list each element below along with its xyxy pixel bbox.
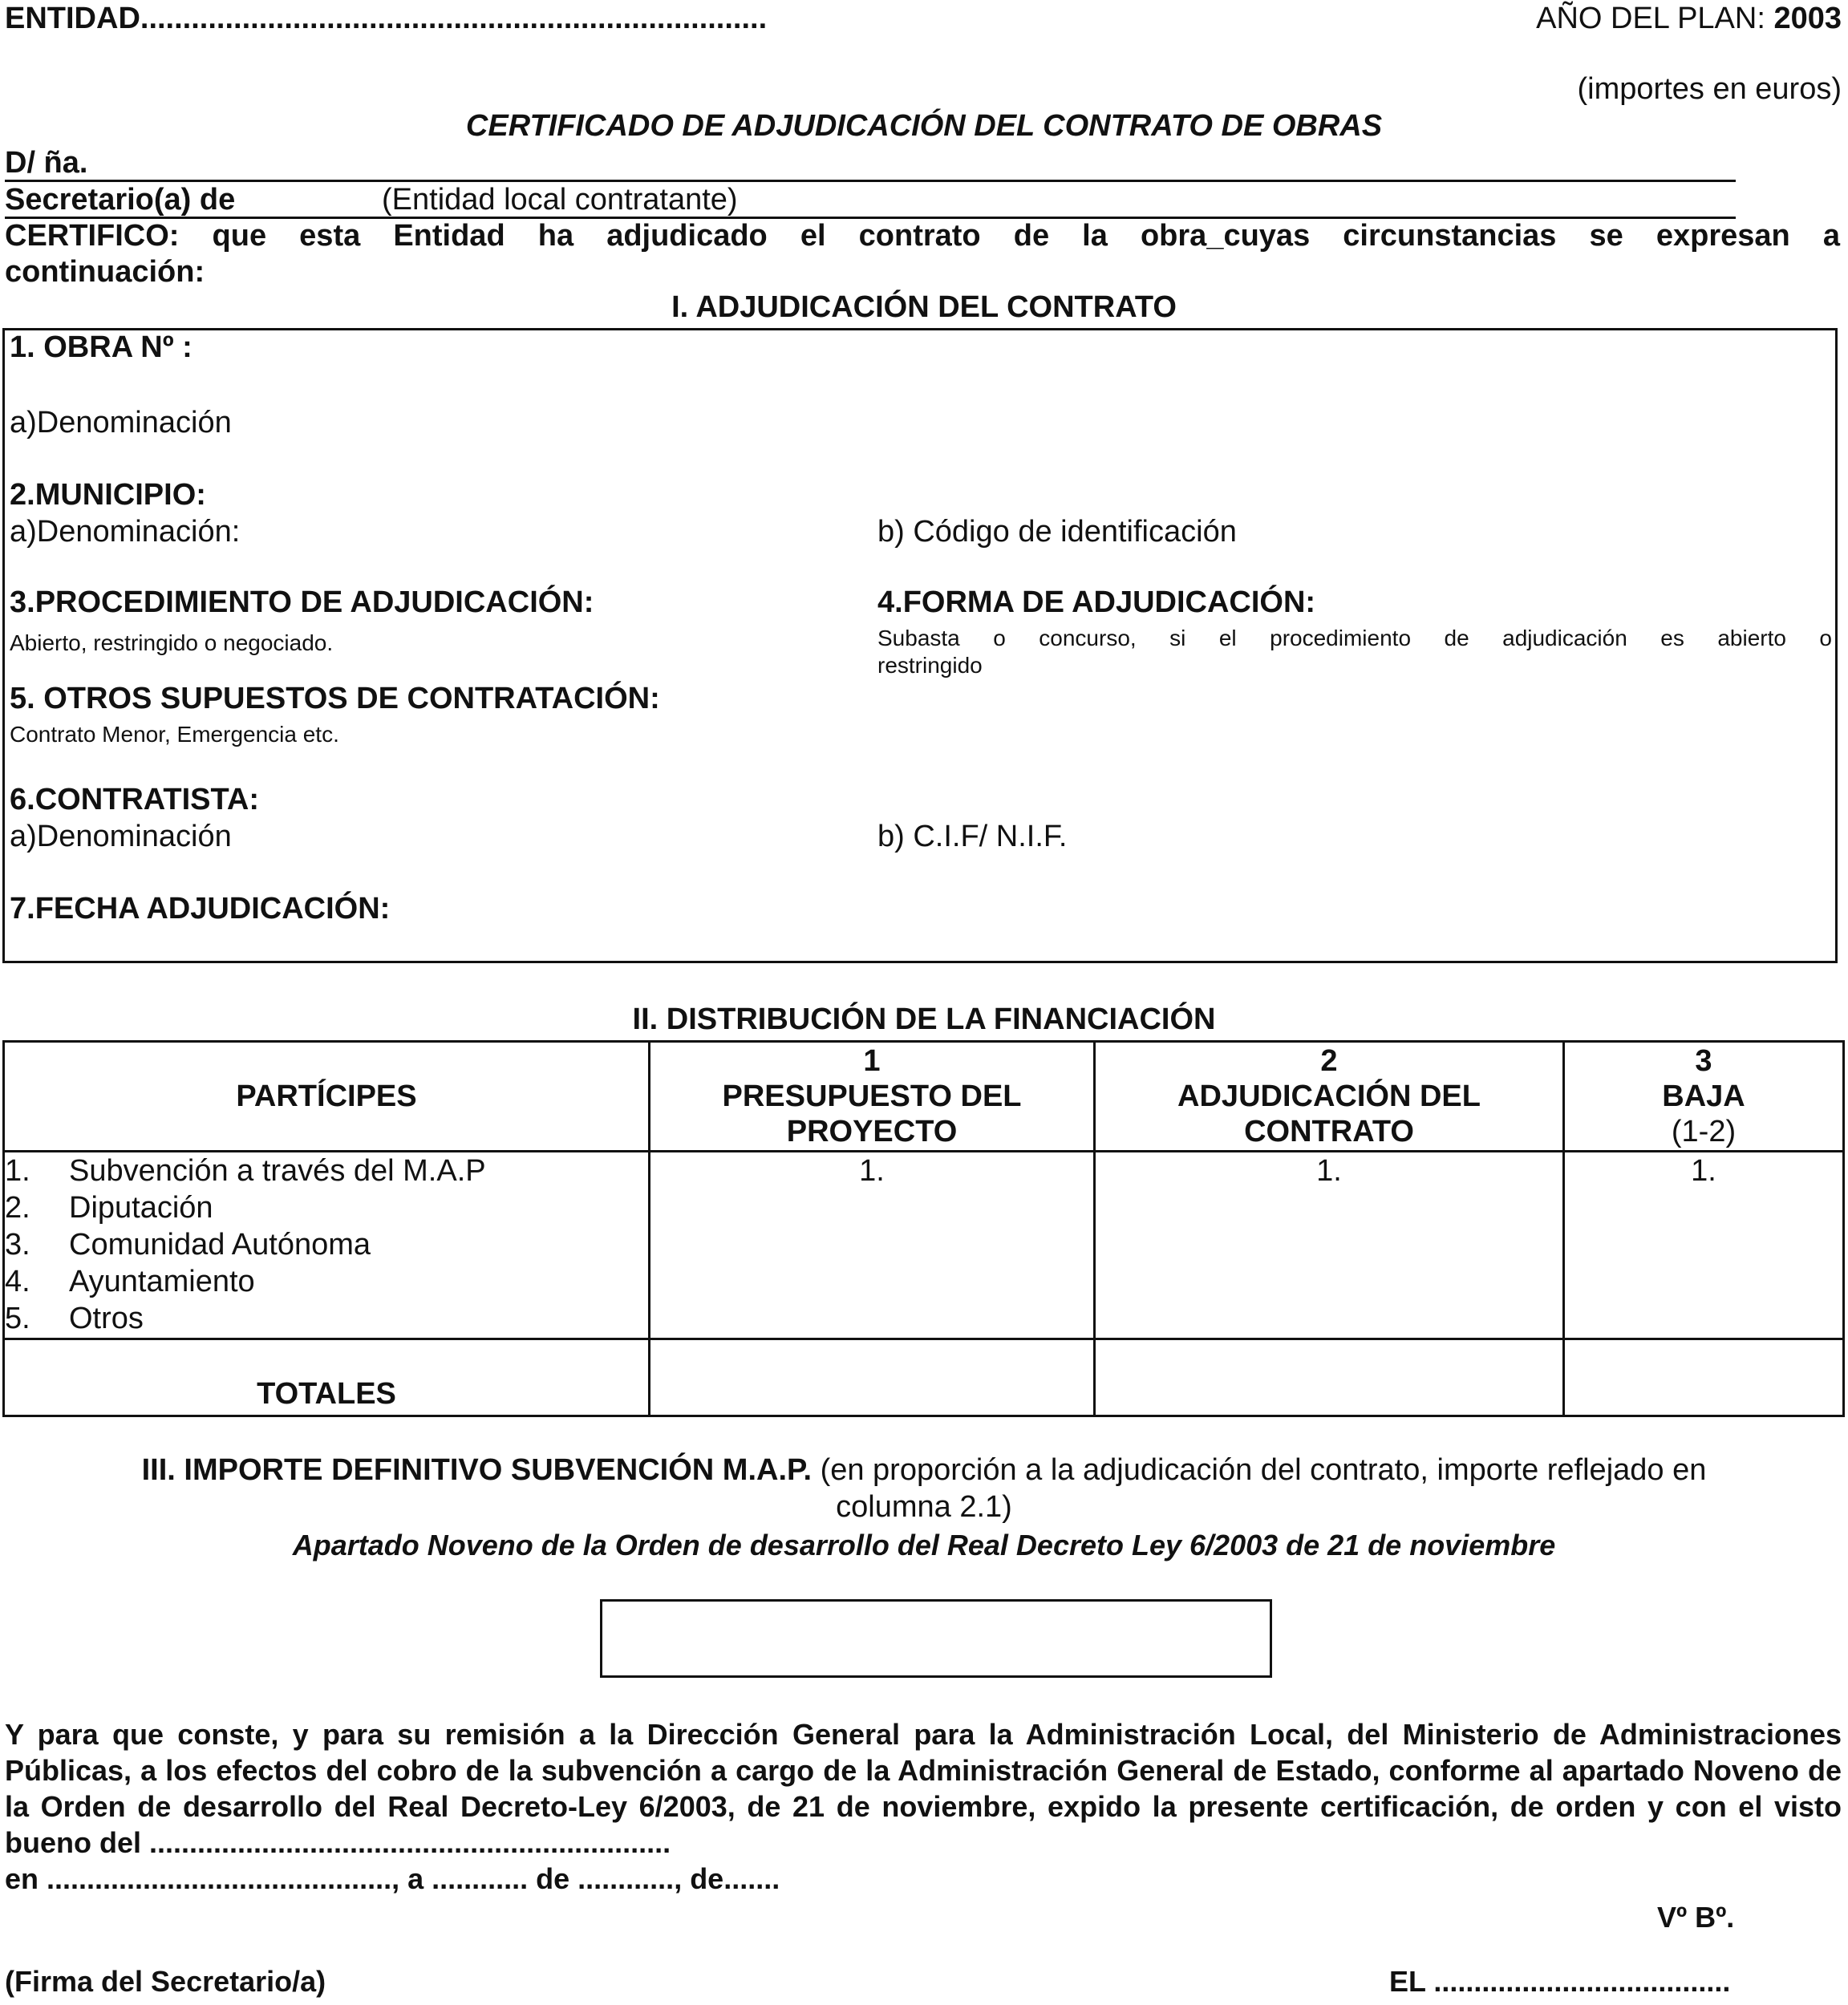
col-presupuesto-header <box>650 1042 1095 1152</box>
table-header-row <box>4 1042 1844 1152</box>
participant-number: 2. <box>5 1190 30 1225</box>
col-adjudicacion-header <box>1095 1042 1564 1152</box>
municipio-codigo: b) Código de identificación <box>877 515 1237 549</box>
financing-table <box>2 1040 1845 1417</box>
col-participes-header <box>4 1042 650 1152</box>
final-amount-box <box>600 1599 1272 1678</box>
section2-title: II. DISTRIBUCIÓN DE LA FINANCIACIÓN <box>632 1003 1216 1036</box>
secretario-label: Secretario(a) de <box>5 183 236 217</box>
adjudicacion-cell: 1. <box>1095 1151 1564 1339</box>
section3-title-bold: III. IMPORTE DEFINITIVO SUBVENCIÓN M.A.P. <box>141 1453 813 1487</box>
fecha-label: 7.FECHA ADJUDICACIÓN: <box>10 892 391 926</box>
list-item <box>5 1189 648 1226</box>
participant-name: Otros <box>69 1301 144 1335</box>
totals-adjudicacion-cell <box>1095 1339 1564 1416</box>
col-title-line: BAJA <box>1662 1079 1745 1113</box>
plan-year-value: 2003 <box>1773 2 1842 35</box>
col-title-line: (1-2) <box>1671 1114 1737 1148</box>
list-item <box>5 1263 648 1300</box>
procedimiento-note: Abierto, restringido o negociado. <box>10 630 334 655</box>
totals-presupuesto-cell <box>650 1339 1095 1416</box>
col-title-line: ADJUDICACIÓN DEL <box>1177 1079 1481 1113</box>
plan-year <box>1536 2 1842 36</box>
col-number: 3 <box>1695 1043 1712 1078</box>
firma-secretario: (Firma del Secretario/a) <box>5 1965 326 1998</box>
forma-note-line1: Subasta o concurso, si el procedimiento de adjudicación es abierto o <box>877 626 1832 650</box>
participant-name: Ayuntamiento <box>69 1264 255 1298</box>
section1-title: I. ADJUDICACIÓN DEL CONTRATO <box>671 290 1177 324</box>
col-number: 1 <box>863 1043 881 1078</box>
col-baja-header <box>1564 1042 1844 1152</box>
closing-en-line: en ..........................................., a ............ de ............, de....... <box>5 1862 780 1895</box>
participant-number: 5. <box>5 1301 30 1335</box>
presupuesto-cell: 1. <box>650 1151 1095 1339</box>
page-title: CERTIFICADO DE ADJUDICACIÓN DEL CONTRATO DE OBRAS <box>465 109 1383 143</box>
col-title-line: PRESUPUESTO DEL <box>722 1079 1022 1113</box>
entidad-label: ENTIDAD.......................................................................... <box>5 2 768 35</box>
el-signature-line: EL ..................................... <box>1389 1965 1731 1998</box>
list-item <box>5 1300 648 1337</box>
vobo-label: Vº Bº. <box>1657 1901 1735 1934</box>
participant-name: Comunidad Autónoma <box>69 1227 371 1262</box>
contratista-denominacion: a)Denominación <box>10 820 232 853</box>
closing-paragraph: Y para que conste, y para su remisión a la Dirección General para la Administración Local, del Ministerio de Administraciones Públicas, a los efectos del cobro de la subvención a cargo de la Administración General de Estado, conforme al apartado Noveno de la Orden de desarrollo del Real Decreto-Ley 6/2003, de 21 de noviembre, expido la presente certificación, de orden y con el visto bueno del ................................................................. <box>5 1718 1842 1859</box>
participant-name: Diputación <box>69 1190 213 1225</box>
totals-row <box>4 1339 1844 1416</box>
forma-label: 4.FORMA DE ADJUDICACIÓN: <box>877 585 1316 619</box>
totals-baja-cell <box>1564 1339 1844 1416</box>
baja-cell: 1. <box>1564 1151 1844 1339</box>
contratista-cif: b) C.I.F/ N.I.F. <box>877 820 1068 853</box>
participants-cell <box>4 1151 650 1339</box>
certifico-line1: CERTIFICO: que esta Entidad ha adjudicado el contrato de la obra_cuyas circunstancias se expresan a <box>5 219 1840 253</box>
participant-number: 1. <box>5 1153 30 1188</box>
municipio-label: 2.MUNICIPIO: <box>10 478 206 512</box>
certifico-line2: continuación: <box>5 255 205 289</box>
dna-underline <box>5 180 1736 182</box>
col-title-line: PROYECTO <box>786 1114 958 1148</box>
obra-label: 1. OBRA Nº : <box>10 330 192 364</box>
contratista-label: 6.CONTRATISTA: <box>10 783 260 816</box>
participant-name: Subvención a través del M.A.P <box>69 1153 486 1188</box>
procedimiento-label: 3.PROCEDIMIENTO DE ADJUDICACIÓN: <box>10 585 594 619</box>
dna-label: D/ ña. <box>5 146 88 180</box>
section3-title-rest: (en proporción a la adjudicación del contrato, importe reflejado en <box>812 1453 1707 1487</box>
list-item <box>5 1226 648 1263</box>
closing-block <box>5 1716 1842 1897</box>
col-title-line: CONTRATO <box>1244 1114 1414 1148</box>
forma-note-line2: restringido <box>877 653 983 678</box>
secretario-value: (Entidad local contratante) <box>382 183 738 217</box>
obra-denominacion: a)Denominación <box>10 406 232 439</box>
col-participes-label: PARTÍCIPES <box>236 1079 417 1113</box>
participant-number: 4. <box>5 1264 30 1298</box>
participants-list <box>5 1152 648 1337</box>
section3-title <box>0 1453 1848 1488</box>
section1-box <box>2 328 1838 963</box>
table-body-row <box>4 1151 1844 1339</box>
section3-title-line2: columna 2.1) <box>836 1490 1012 1524</box>
col-number: 2 <box>1320 1043 1338 1078</box>
list-item <box>5 1152 648 1189</box>
importes-note: (importes en euros) <box>1577 72 1842 106</box>
participant-number: 3. <box>5 1227 30 1262</box>
totals-label: TOTALES <box>4 1339 650 1416</box>
section3-subtitle: Apartado Noveno de la Orden de desarrollo del Real Decreto Ley 6/2003 de 21 de noviembre <box>292 1529 1556 1561</box>
otros-label: 5. OTROS SUPUESTOS DE CONTRATACIÓN: <box>10 682 660 715</box>
otros-note: Contrato Menor, Emergencia etc. <box>10 722 339 747</box>
municipio-denominacion: a)Denominación: <box>10 515 241 549</box>
plan-year-label: AÑO DEL PLAN: <box>1536 2 1774 35</box>
